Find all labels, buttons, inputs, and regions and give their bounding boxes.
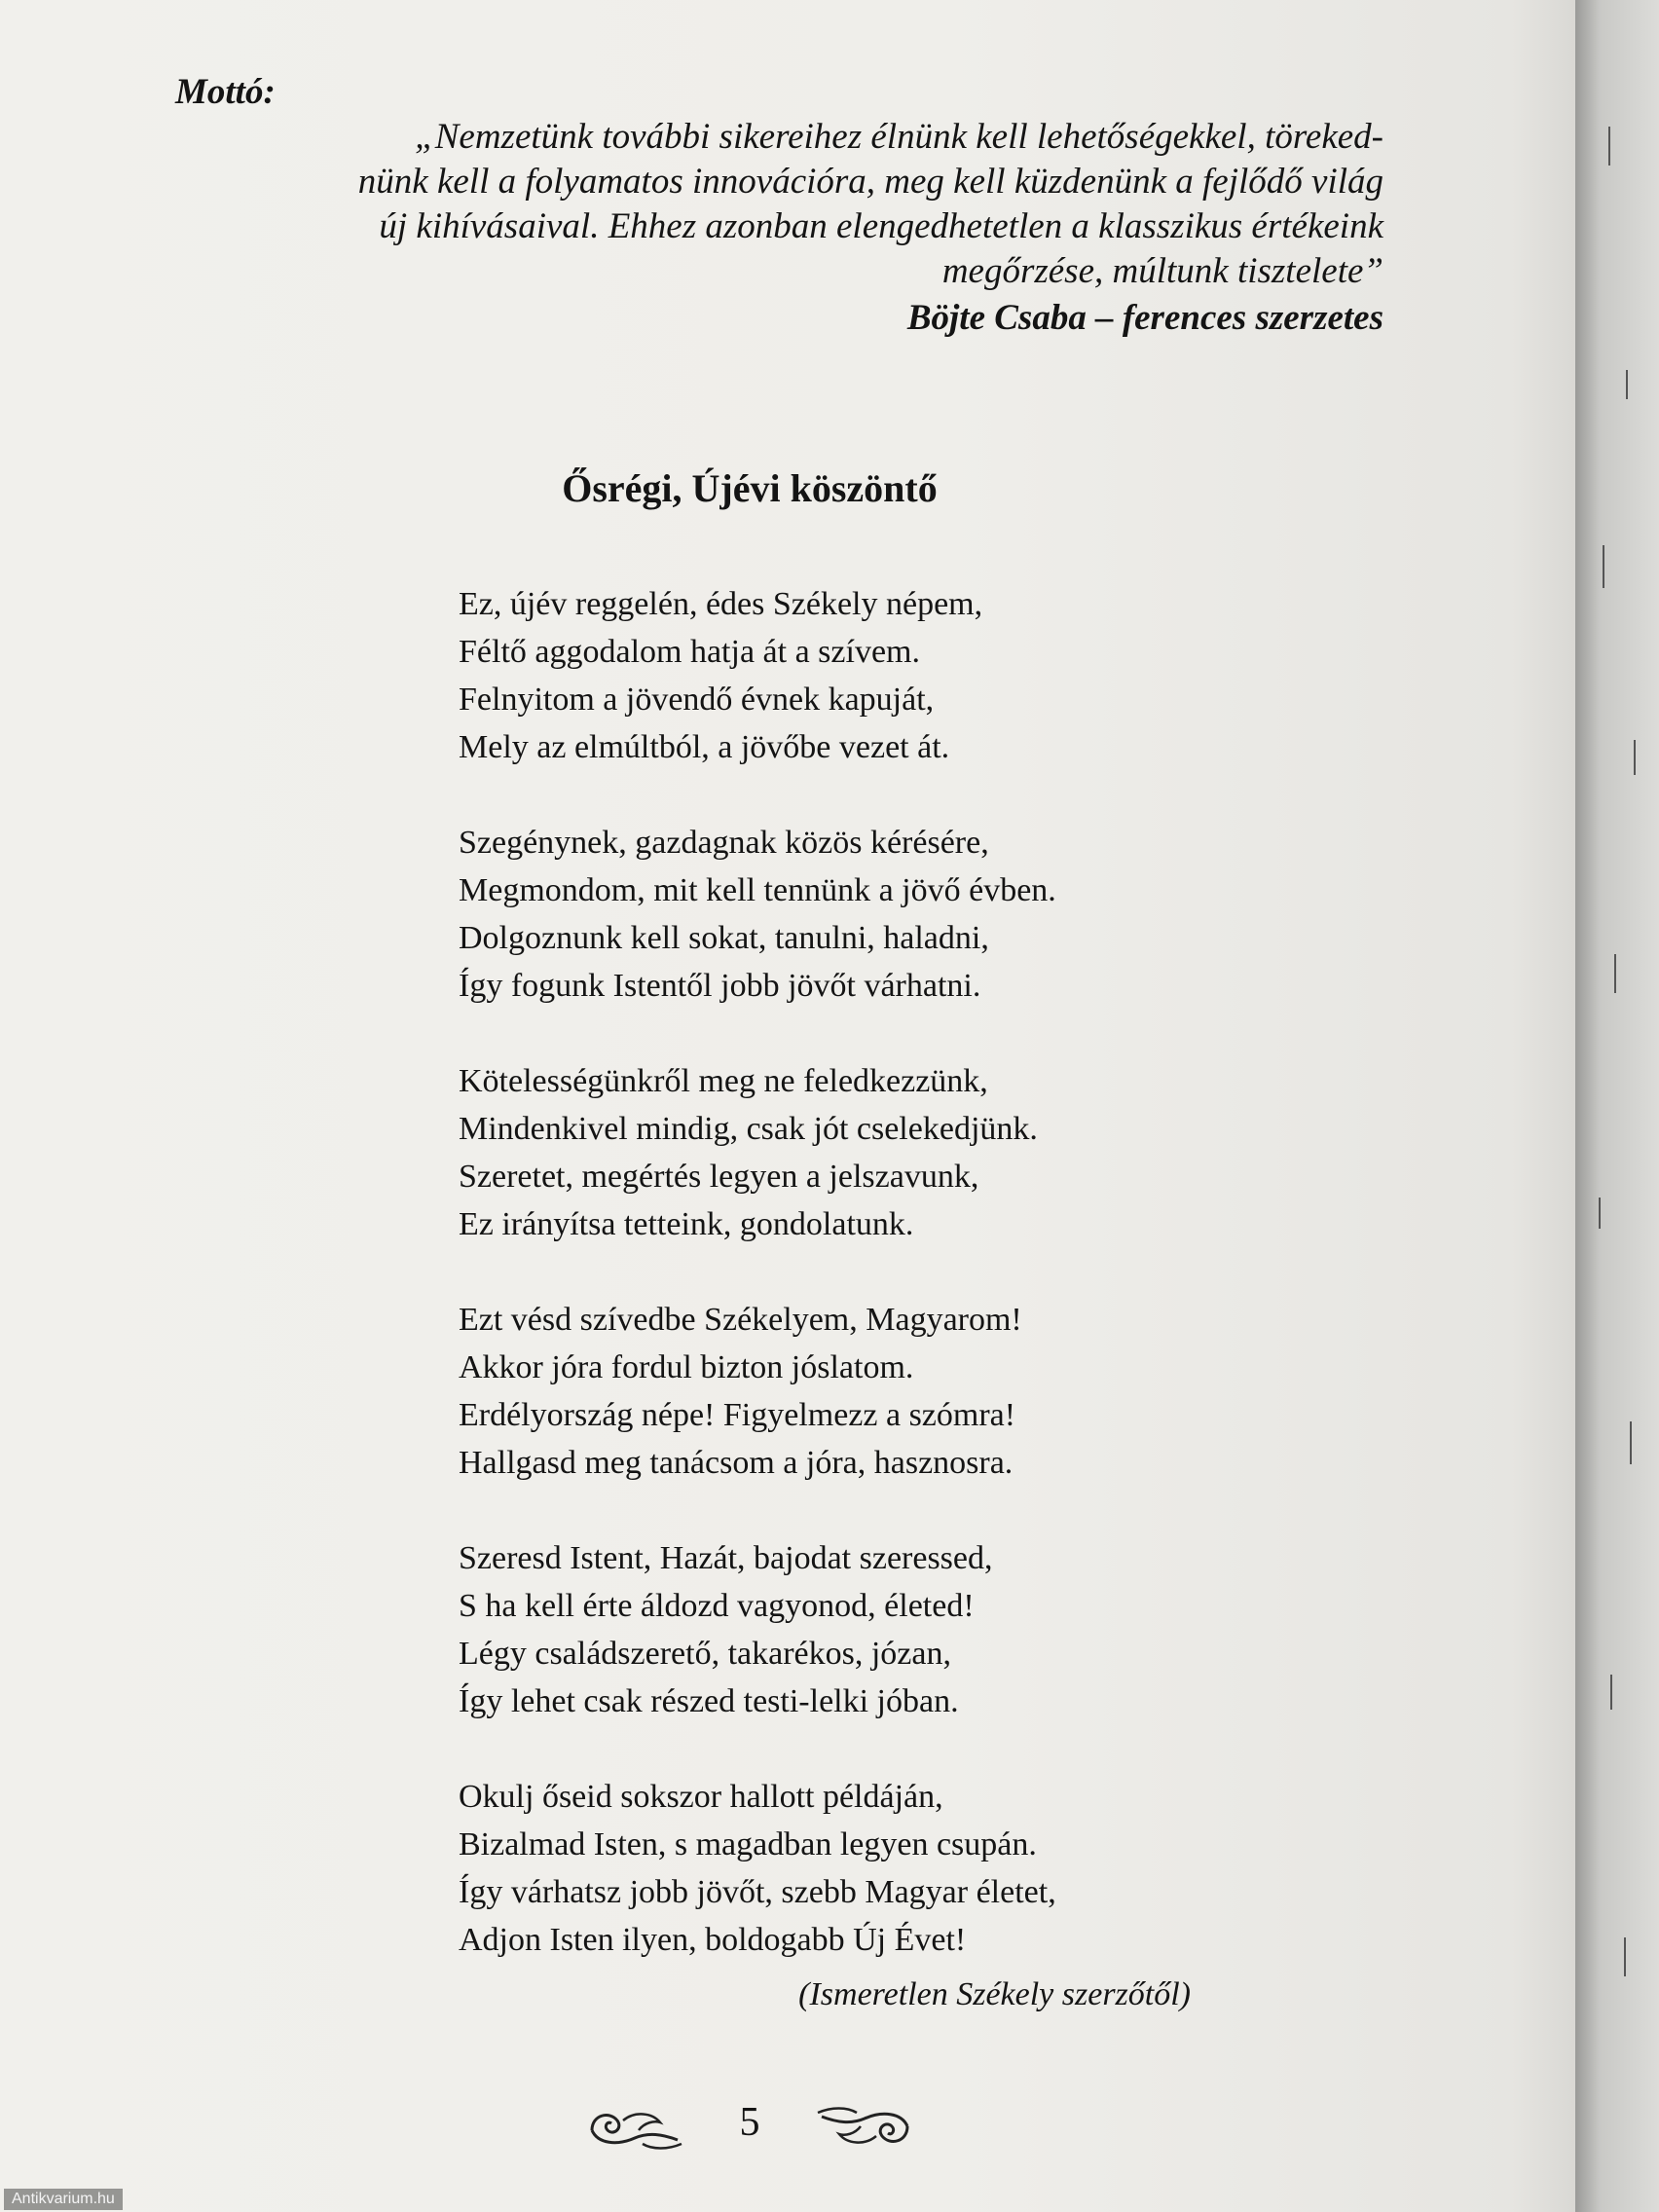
poem-line: Szeretet, megértés legyen a jelszavunk,: [459, 1159, 979, 1195]
motto-author: Böjte Csaba – ferences szerzetes: [906, 298, 1383, 338]
poem-line: Erdélyország népe! Figyelmezz a szómra!: [459, 1397, 1016, 1433]
poem-line: S ha kell érte áldozd vagyonod, életed!: [459, 1588, 975, 1624]
poem-line: Mely az elmúltból, a jövőbe vezet át.: [459, 729, 950, 765]
poem-line: Adjon Isten ilyen, boldogabb Új Évet!: [459, 1922, 967, 1958]
poem-stanza: [459, 819, 1198, 1010]
motto-line: megőrzése, múltunk tisztelete”: [941, 251, 1383, 291]
poem-line: Így várhatsz jobb jövőt, szebb Magyar életet,: [459, 1874, 1056, 1910]
poem-line: Bizalmad Isten, s magadban legyen csupán.: [459, 1826, 1037, 1862]
poem-line: Megmondom, mit kell tennünk a jövő évben.: [459, 872, 1056, 908]
poem-line: Hallgasd meg tanácsom a jóra, hasznosra.: [459, 1445, 1014, 1481]
poem-line: Ez irányítsa tetteink, gondolatunk.: [459, 1206, 914, 1242]
poem-line: Így fogunk Istentől jobb jövőt várhatni.: [459, 968, 981, 1004]
poem-source: (Ismeretlen Székely szerzőtől): [798, 1976, 1191, 2012]
poem-title: Ősrégi, Újévi köszöntő: [562, 466, 938, 510]
motto-line: új kihívásaival. Ehhez azonban elengedhetetlen a klasszikus értékeink: [379, 206, 1383, 246]
poem-line: Akkor jóra fordul bizton jóslatom.: [459, 1349, 914, 1385]
poem-line: Így lehet csak részed testi-lelki jóban.: [459, 1683, 959, 1719]
poem-line: Ezt vésd szívedbe Székelyem, Magyarom!: [459, 1302, 1022, 1338]
page-number: 5: [739, 2100, 760, 2145]
poem-line: Szegénynek, gazdagnak közös kérésére,: [459, 825, 989, 861]
poem-body: [459, 580, 1198, 2011]
motto-block: [161, 70, 1383, 341]
poem-line: Kötelességünkről meg ne feledkezzünk,: [459, 1063, 988, 1099]
poem-line: Okulj őseid sokszor hallott példáján,: [459, 1779, 943, 1815]
adjacent-page-edge: [1575, 0, 1659, 2212]
poem-stanza: [459, 1296, 1198, 1487]
poem-line: Féltő aggodalom hatja át a szívem.: [459, 634, 920, 670]
poem-line: Dolgoznunk kell sokat, tanulni, haladni,: [459, 920, 989, 956]
motto-label: Mottó:: [175, 72, 276, 112]
poem-stanza: [459, 580, 1198, 771]
poem-line: Légy családszerető, takarékos, józan,: [459, 1636, 951, 1672]
poem-line: Szeresd Istent, Hazát, bajodat szeressed,: [459, 1540, 993, 1576]
poem-stanza: [459, 1057, 1198, 1248]
motto-quote: [161, 115, 1383, 294]
page-footer: [584, 2093, 915, 2171]
flourish-right-icon: [808, 2101, 915, 2156]
watermark: Antikvarium.hu: [4, 2189, 123, 2210]
poem-line: Mindenkivel mindig, csak jót cselekedjünk.: [459, 1111, 1038, 1147]
motto-line: nünk kell a folyamatos innovációra, meg kell küzdenünk a fejlődő világ: [357, 162, 1383, 202]
poem-stanza: [459, 1773, 1198, 1964]
poem-line: Ez, újév reggelén, édes Székely népem,: [459, 586, 983, 622]
poem-stanza: [459, 1534, 1198, 1725]
motto-line: „Nemzetünk további sikereihez élnünk kell lehetőségekkel, töreked-: [415, 117, 1383, 157]
poem-line: Felnyitom a jövendő évnek kapuját,: [459, 682, 935, 718]
